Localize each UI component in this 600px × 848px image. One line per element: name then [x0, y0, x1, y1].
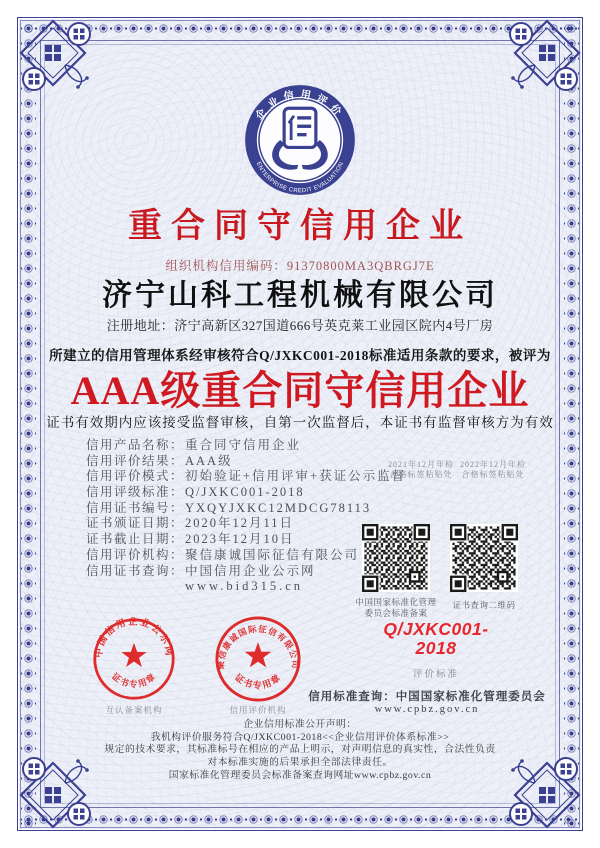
seal-bottom-text: 证书专用章 [109, 671, 159, 690]
standard-code-line: Q/JXKC001- [383, 619, 489, 639]
logo-top-text: 企业信用评价 [253, 89, 347, 123]
credit-evaluation-logo-icon [244, 84, 356, 196]
inspection-label-line: 合格标签粘贴处 [461, 470, 525, 479]
svg-text:证书专用章 [110, 670, 158, 689]
standard-query-line: 信用标准查询：中国国家标准化管理委员会 [308, 691, 546, 703]
field-row [86, 438, 386, 454]
field-label: 信用产品名称： [86, 438, 185, 452]
svg-text:证书专用章 [233, 671, 283, 690]
declaration-line: 我机构评价服务符合Q/JXKC001-2018<<企业信用评价体系标准>> [150, 731, 450, 743]
field-label: 信用评级标准： [86, 485, 185, 500]
logo-bottom-text: ENTERPRISE CREDIT EVALUATION [254, 161, 346, 195]
field-label: 信用评价机构： [86, 547, 185, 562]
seal-stamp-public-site [92, 617, 176, 701]
inspection-label-line: 合格标签粘贴处 [389, 470, 453, 479]
field-value: AAA级 [185, 453, 233, 468]
seal-bottom-text: 证书专用章 [232, 671, 284, 691]
field-row [86, 485, 386, 501]
declaration-line: 国家标准化管理委员会标准备案查询网址www.cpbz.gov.cn [168, 769, 432, 781]
field-value: YXQYJXKC12MDCG78113 [185, 500, 372, 515]
validity-note: 证书有效期内应该接受监督审核，自第一次监督后，本证书有监督审核方为有效 [46, 415, 554, 430]
field-label: 信用评价结果： [86, 453, 185, 468]
star-icon [245, 642, 272, 667]
standard-code [356, 620, 516, 658]
public-declaration [60, 719, 540, 783]
field-label: 信用证书查询： [86, 563, 185, 578]
aaa-grade-title: AAA级重合同守信用企业 [70, 368, 530, 413]
corner-ornament-icon [507, 15, 585, 93]
certificate-query-qr-code [450, 524, 518, 592]
field-value: 初始验证+信用评审+获证公示监督 [185, 469, 407, 484]
standard-code-caption: 评价标准 [412, 670, 459, 680]
certificate-title: 重合同守信用企业 [128, 208, 472, 245]
inspection-label-line: 2022年12月年检 [460, 460, 526, 469]
field-label: 证书截止日期： [86, 532, 185, 547]
star-icon [121, 643, 146, 667]
seal-ring-text: 聚信康诚国际征信有限公司 [215, 623, 301, 670]
field-label: 证书颁证日期： [86, 516, 185, 531]
border-ornament-band-top [21, 21, 579, 36]
field-row [86, 548, 386, 564]
standard-code-line: 2018 [415, 638, 457, 658]
seal-caption-right: 信用评价机构 [229, 705, 287, 715]
query-website: www.bid315.cn [185, 579, 304, 594]
qr-caption-line: 委员会标准备案 [364, 607, 428, 618]
field-value: Q/JXKC001-2018 [185, 485, 305, 500]
field-label: 信用证书编号： [86, 500, 185, 515]
inspection-label-2022 [451, 460, 535, 480]
qr-caption-line: 中国国家标准化管理 [355, 597, 437, 607]
qr-caption-line: 证书查询二维码 [452, 600, 516, 610]
standard-query-url: www.cpbz.gov.cn [374, 704, 480, 715]
standard-filing-qr-code [362, 524, 430, 592]
inspection-label-line: 2021年12月年检 [388, 460, 454, 469]
seal-ring-text: 中国信用企业公示网 [94, 617, 174, 659]
seal-caption-left: 互认备案机构 [105, 705, 163, 715]
certificate-fields [86, 438, 407, 595]
registered-address: 注册地址：济宁高新区327国道666号英克莱工业园区院内4号厂房 [106, 318, 494, 333]
org-credit-code: 组织机构信用编码：91370800MA3QBRGJ7E [165, 259, 435, 273]
field-value: 重合同守信用企业 [185, 438, 302, 452]
field-row [86, 516, 386, 532]
field-value: 中国信用企业公示网 [185, 563, 316, 578]
field-row [86, 532, 386, 548]
field-row [86, 564, 386, 580]
field-label: 信用评价模式： [86, 469, 185, 484]
declaration-line: 企业信用标准公开声明： [243, 719, 357, 730]
company-name: 济宁山科工程机械有限公司 [102, 279, 498, 312]
field-row [86, 454, 386, 470]
field-row [86, 469, 407, 485]
declaration-line: 规定的技术要求，其标准标号在相应的产品上明示，对声明信息的真实性，合法性负责 [104, 744, 496, 756]
qr-caption-right [429, 600, 539, 611]
seal-stamp-rating-agency [214, 615, 302, 703]
field-value: 2023年12月10日 [185, 532, 295, 547]
corner-ornament-icon [15, 15, 93, 93]
assessment-intro: 所建立的信用管理体系经审核符合Q/JXKC001-2018标准适用条款的要求，被评为 [49, 348, 551, 363]
field-value: 聚信康诚国际征信有限公司 [185, 547, 360, 562]
field-row [86, 501, 386, 517]
field-value: 2020年12月11日 [185, 516, 295, 531]
border-ornament-band-bottom [21, 812, 579, 827]
declaration-line: 对本标准实施的后果承担全部法律责任。 [207, 757, 393, 769]
